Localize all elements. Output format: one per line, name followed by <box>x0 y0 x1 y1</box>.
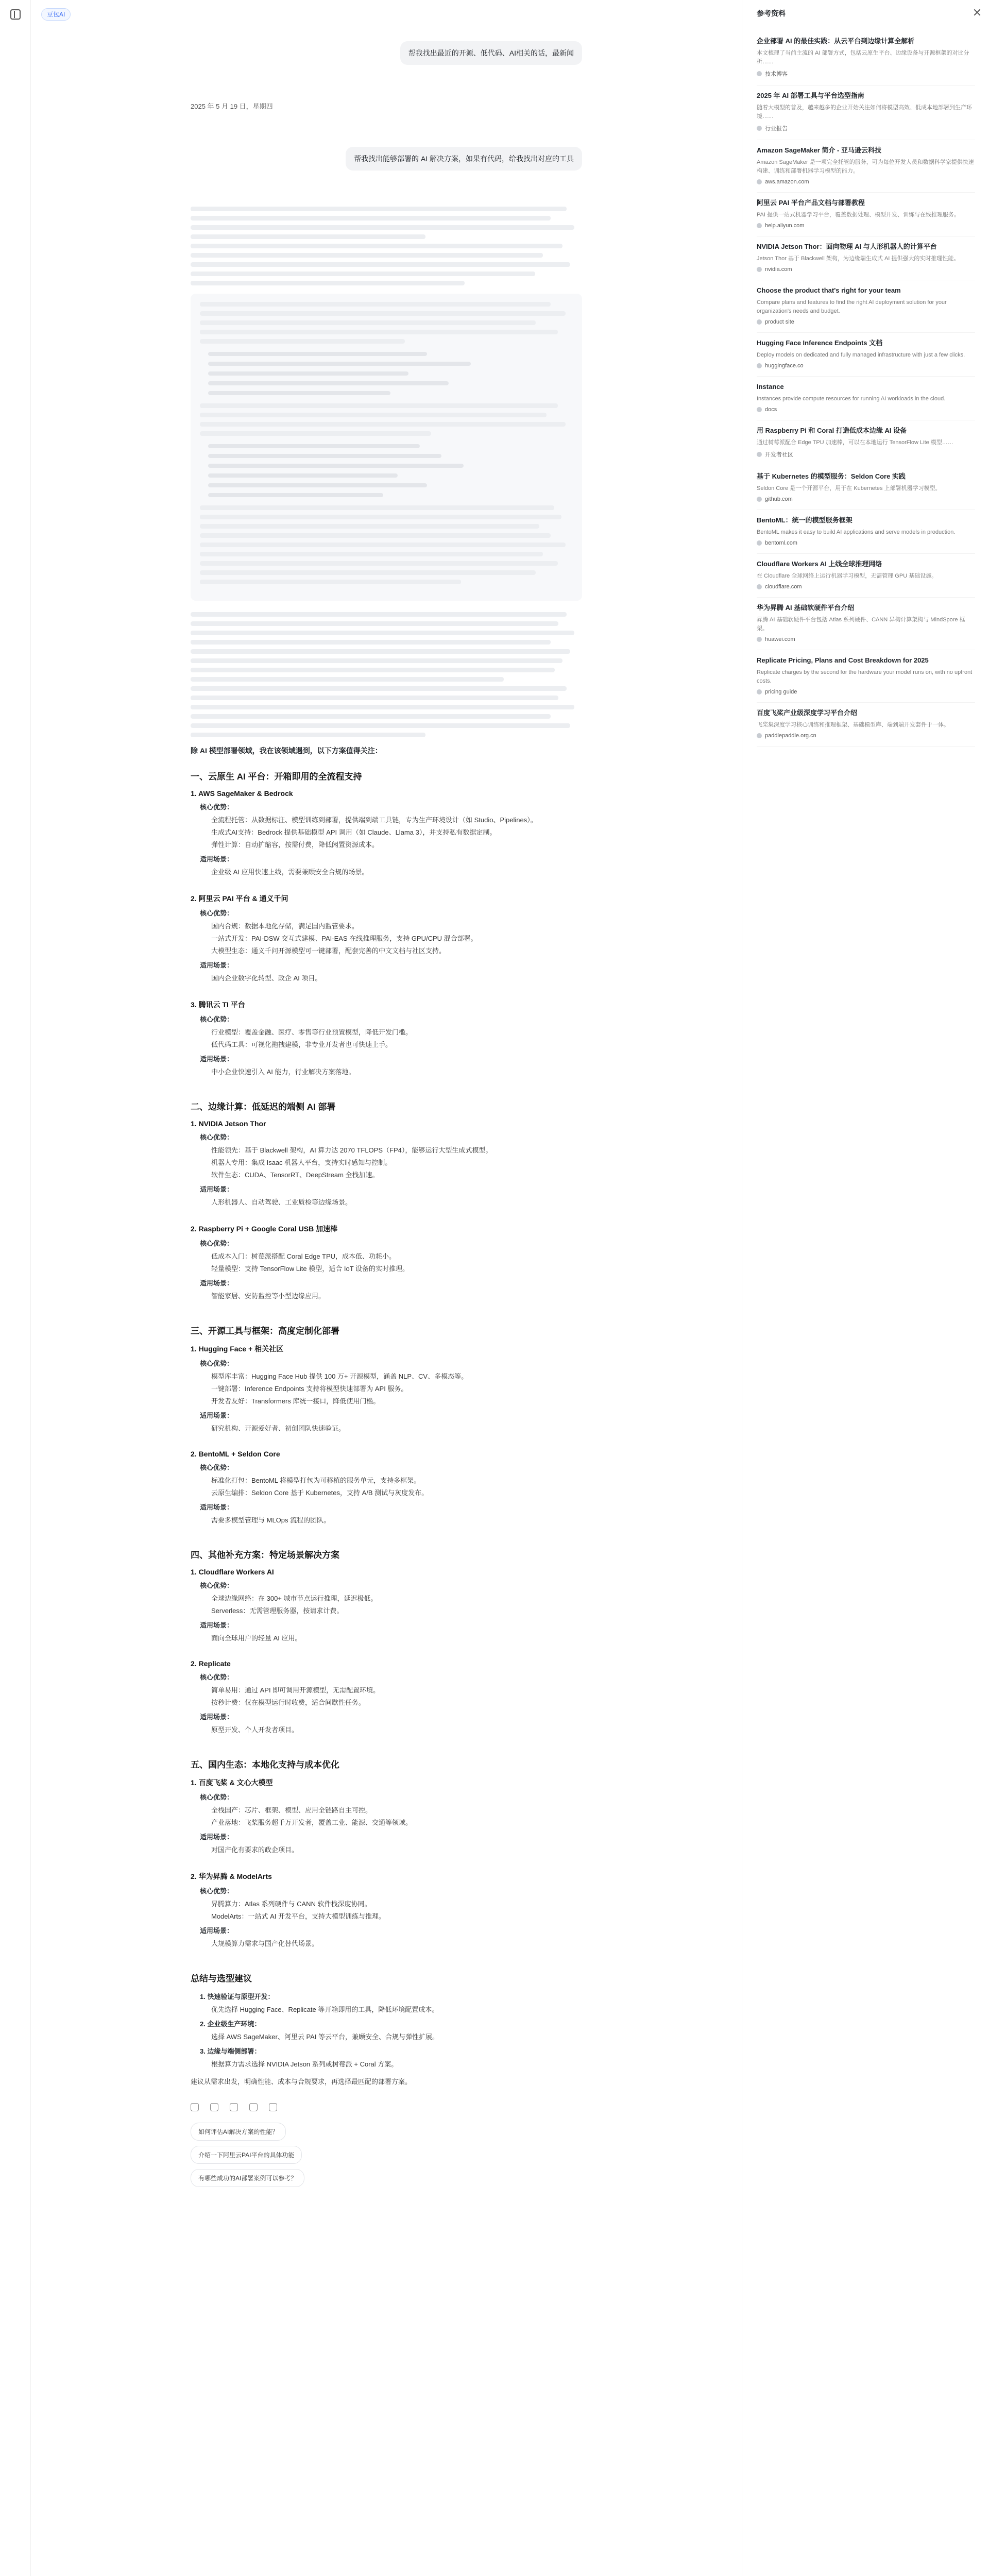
text-line <box>191 714 551 719</box>
bullet-item: 全栈国产：芯片、框架、模型、应用全链路自主可控。 <box>211 1806 372 1814</box>
source-name: pricing guide <box>765 689 797 695</box>
text-line <box>191 631 574 635</box>
bullet-item: 一站式开发：PAI-DSW 交互式建模、PAI-EAS 在线推理服务，支持 GPU/CPU 混合部署。 <box>211 935 478 942</box>
text-line <box>191 225 574 230</box>
reference-snippet: Deploy models on dedicated and fully managed infrastructure with just a few clicks. <box>757 352 965 358</box>
text-line <box>200 515 561 519</box>
spacer <box>191 1435 582 1443</box>
text-line <box>191 686 567 691</box>
spacer <box>191 1209 582 1216</box>
reference-panel <box>742 0 989 2576</box>
bullet-item: 昇腾算力：Atlas 系列硬件与 CANN 软件栈深度协同。 <box>211 1900 371 1908</box>
text-line <box>208 444 420 448</box>
advice-list <box>191 1991 582 2070</box>
reference-card[interactable] <box>757 86 975 140</box>
suggestion-chip[interactable]: 介绍一下阿里云PAI平台的具体功能 <box>191 2146 302 2164</box>
reference-card[interactable] <box>757 510 975 554</box>
source-name: 行业报告 <box>765 126 788 132</box>
reference-card[interactable] <box>757 554 975 598</box>
point-label: 适用场景： <box>200 1279 234 1287</box>
reply-lead: 除 AI 模型部署领域，我在该领域遇到，以下方案值得关注： <box>191 747 382 755</box>
reference-snippet: Jetson Thor 基于 Blackwell 架构，为边缘端生成式 AI 提供强大的实时推理性能。 <box>757 256 960 262</box>
bullet-item: 弹性计算：自动扩缩容，按需付费，降低闲置资源成本。 <box>211 841 379 849</box>
source-name: nvidia.com <box>765 266 792 273</box>
reference-card[interactable] <box>757 31 975 86</box>
reference-snippet: 本文梳理了当前主流的 AI 部署方式，包括云原生平台、边缘设备与开源框架的对比分析…… <box>757 50 969 65</box>
point-label: 适用场景： <box>200 1927 234 1935</box>
reply-sections <box>191 769 582 1958</box>
timestamp: 2025 年 5 月 19 日，星期四 <box>191 103 273 110</box>
panel-title: 参考资料 <box>757 9 786 18</box>
reference-snippet: Seldon Core 是一个开源平台，用于在 Kubernetes 上部署机器学习模型。 <box>757 485 941 492</box>
reply-intro <box>191 207 582 285</box>
advice-item: 优先选择 Hugging Face、Replicate 等开箱即用的工具，降低环境配置成本。 <box>211 2006 439 2013</box>
reference-card[interactable] <box>757 377 975 420</box>
source-favicon-icon <box>757 179 762 184</box>
advice-label: 1. 快速验证与原型开发： <box>200 1993 275 2001</box>
text-line <box>191 272 535 276</box>
reference-source <box>757 223 975 229</box>
spacer <box>191 1527 582 1534</box>
text-line <box>191 207 567 211</box>
regenerate-icon[interactable] <box>210 2103 218 2111</box>
main-area <box>31 29 742 2576</box>
text-line <box>200 431 431 436</box>
text-line <box>200 339 405 344</box>
section-title: 三、开源工具与框架：高度定制化部署 <box>191 1326 339 1336</box>
text-line <box>191 640 551 645</box>
text-line <box>191 723 570 728</box>
point-label: 适用场景： <box>200 1833 234 1841</box>
reference-snippet: Replicate charges by the second for the hardware your model runs on, with no upfront costs. <box>757 669 973 684</box>
advice-label: 2. 企业级生产环境： <box>200 2020 261 2028</box>
text-line <box>208 454 441 458</box>
reference-title[interactable]: 百度飞桨产业级深度学习平台介绍 <box>757 709 858 717</box>
text-line <box>208 381 449 385</box>
user-message: 帮我找出最近的开源、低代码、AI相关的话，最新闻 <box>400 41 582 65</box>
source-favicon-icon <box>757 267 762 272</box>
text-line <box>208 473 398 478</box>
source-favicon-icon <box>757 497 762 502</box>
source-name: huawei.com <box>765 636 795 642</box>
spacer <box>191 985 582 992</box>
reference-snippet: Compare plans and features to find the right AI deployment solution for your organization's needs and budget. <box>757 299 947 314</box>
point-label: 适用场景： <box>200 1055 234 1063</box>
subsection-title: 3. 腾讯云 TI 平台 <box>191 1001 245 1009</box>
bullet-item: 智能家居、安防监控等小型边缘应用。 <box>211 1292 326 1300</box>
reference-title[interactable]: BentoML：统一的模型服务框架 <box>757 516 852 524</box>
reference-title[interactable]: NVIDIA Jetson Thor：面向物理 AI 与人形机器人的计算平台 <box>757 243 937 250</box>
reference-snippet: 昇腾 AI 基础软硬件平台包括 Atlas 系列硬件、CANN 异构计算架构与 MindSpore 框架。 <box>757 617 965 632</box>
source-favicon-icon <box>757 223 762 228</box>
spacer <box>191 1645 582 1652</box>
copy-icon[interactable] <box>191 2103 199 2111</box>
bullet-item: 软件生态：CUDA、TensorRT、DeepStream 全栈加速。 <box>211 1171 379 1179</box>
text-line <box>200 403 558 408</box>
bullet-item: 国内合规：数据本地化存储，满足国内监管要求。 <box>211 922 359 930</box>
source-name: docs <box>765 406 777 413</box>
point-label: 适用场景： <box>200 1185 234 1193</box>
source-favicon-icon <box>757 637 762 642</box>
text-line <box>191 705 574 709</box>
reference-source <box>757 496 975 502</box>
reference-snippet: 在 Cloudflare 全球网络上运行机器学习模型，无需管理 GPU 基础设施。 <box>757 573 937 579</box>
reference-card[interactable] <box>757 466 975 510</box>
spacer <box>191 1951 582 1958</box>
reference-snippet: 随着大模型的普及，越来越多的企业开始关注如何将模型高效、低成本地部署到生产环境…… <box>757 105 972 120</box>
subsection-title: 1. Cloudflare Workers AI <box>191 1568 274 1576</box>
spacer <box>191 1737 582 1744</box>
closing-text: 建议从需求出发，明确性能、成本与合规要求，再选择最匹配的部署方案。 <box>191 2078 412 2086</box>
text-line <box>208 352 427 356</box>
reference-card[interactable] <box>757 236 975 280</box>
spacer <box>191 1303 582 1310</box>
bullet-item: 行业模型：覆盖金融、医疗、零售等行业预置模型，降低开发门槛。 <box>211 1028 413 1036</box>
suggestion-chip[interactable]: 有哪些成功的AI部署案例可以参考？ <box>191 2169 304 2187</box>
text-line <box>200 505 554 510</box>
thinking-text <box>200 505 573 584</box>
left-rail <box>0 0 31 2576</box>
bullet-item: 对国产化有要求的政企项目。 <box>211 1846 299 1854</box>
thinking-list <box>208 352 573 395</box>
reference-source <box>757 70 975 78</box>
source-favicon-icon <box>757 540 762 546</box>
bullet-item: 原型开发、个人开发者项目。 <box>211 1726 299 1734</box>
text-line <box>191 244 562 248</box>
bullet-item: 开发者友好：Transformers 库统一接口，降低使用门槛。 <box>211 1397 380 1405</box>
bullet-item: 人形机器人、自动驾驶、工业质检等边缘场景。 <box>211 1198 352 1206</box>
source-favicon-icon <box>757 126 762 131</box>
reference-title[interactable]: Cloudflare Workers AI 上线全球推理网络 <box>757 560 882 568</box>
reference-card[interactable] <box>757 650 975 703</box>
section-title: 四、其他补充方案：特定场景解决方案 <box>191 1550 339 1560</box>
subsection-title: 2. Raspberry Pi + Google Coral USB 加速棒 <box>191 1225 338 1233</box>
reference-title[interactable]: Hugging Face Inference Endpoints 文档 <box>757 339 883 347</box>
spacer <box>191 1079 582 1086</box>
point-label: 核心优势： <box>200 1673 234 1681</box>
subsection-title: 1. 百度飞桨 & 文心大模型 <box>191 1778 273 1787</box>
source-favicon-icon <box>757 319 762 325</box>
point-label: 适用场景： <box>200 1503 234 1511</box>
reference-source <box>757 636 975 642</box>
share-icon[interactable] <box>269 2103 277 2111</box>
source-favicon-icon <box>757 71 762 76</box>
thinking-text <box>200 302 573 344</box>
text-line <box>208 483 427 487</box>
source-name: product site <box>765 319 794 325</box>
point-label: 核心优势： <box>200 1360 234 1367</box>
reference-card[interactable] <box>757 140 975 193</box>
bullet-item: 生成式AI支持：Bedrock 提供基础模型 API 调用（如 Claude、Llama 3），并支持私有数据定制。 <box>211 828 497 836</box>
spacer <box>191 1857 582 1864</box>
advice-label: 3. 边缘与端侧部署： <box>200 2047 261 2055</box>
subsection-title: 2. Replicate <box>191 1659 231 1668</box>
reference-snippet: BentoML makes it easy to build AI applications and serve models in production. <box>757 529 956 535</box>
text-line <box>191 234 425 239</box>
source-name: cloudflare.com <box>765 584 802 590</box>
point-label: 适用场景： <box>200 961 234 969</box>
text-line <box>200 561 558 566</box>
text-line <box>191 677 504 682</box>
text-line <box>200 570 536 575</box>
brand-badge[interactable]: 豆包AI <box>41 8 71 21</box>
sidebar-toggle-icon[interactable] <box>10 9 21 20</box>
subsection-title: 1. Hugging Face + 相关社区 <box>191 1345 284 1353</box>
reference-source <box>757 363 975 369</box>
assistant-reply <box>191 207 582 2187</box>
reference-card[interactable] <box>757 280 975 333</box>
reference-title[interactable]: 企业部署 AI 的最佳实践：从云平台到边缘计算全解析 <box>757 37 915 45</box>
bullet-item: 产业落地：飞桨服务超千万开发者，覆盖工业、能源、交通等领域。 <box>211 1819 413 1826</box>
bullet-item: 模型库丰富：Hugging Face Hub 提供 100 万+ 开源模型，涵盖 NLP、CV、多模态等。 <box>211 1372 468 1380</box>
text-line <box>191 658 562 663</box>
point-label: 核心优势： <box>200 909 234 917</box>
point-label: 核心优势： <box>200 1240 234 1247</box>
advice-item: 根据算力需求选择 NVIDIA Jetson 系列或树莓派 + Coral 方案。 <box>211 2060 398 2068</box>
bullet-item: 研究机构、开源爱好者、初创团队快速验证。 <box>211 1425 346 1432</box>
text-line <box>200 413 547 417</box>
bullet-item: 简单易用：通过 API 即可调用开源模型，无需配置环境。 <box>211 1686 380 1694</box>
point-label: 适用场景： <box>200 1621 234 1629</box>
reference-source <box>757 689 975 695</box>
bullet-item: 企业级 AI 应用快速上线，需要兼顾安全合规的场景。 <box>211 868 369 876</box>
reference-snippet: 通过树莓派配合 Edge TPU 加速棒，可以在本地运行 TensorFlow Lite 模型…… <box>757 439 953 446</box>
reply-text <box>191 612 582 737</box>
point-label: 适用场景： <box>200 1412 234 1419</box>
source-favicon-icon <box>757 407 762 412</box>
reference-source <box>757 733 975 739</box>
subsection-title: 2. 华为昇腾 & ModelArts <box>191 1872 272 1880</box>
bullet-item: ModelArts：一站式 AI 开发平台，支持大模型训练与推理。 <box>211 1912 386 1920</box>
bullet-item: 低代码工具：可视化拖拽建模，非专业开发者也可快速上手。 <box>211 1041 393 1048</box>
bullet-item: 标准化打包：BentoML 将模型打包为可移植的服务单元，支持多框架。 <box>211 1477 421 1484</box>
close-icon[interactable] <box>973 8 981 16</box>
source-favicon-icon <box>757 584 762 589</box>
text-line <box>208 391 390 395</box>
text-line <box>200 330 558 334</box>
text-line <box>191 668 555 672</box>
reference-title[interactable]: 华为昇腾 AI 基础软硬件平台介绍 <box>757 604 855 612</box>
user-message: 帮我找出能够部署的 AI 解决方案，如果有代码，给我找出对应的工具 <box>346 147 582 171</box>
text-line <box>191 281 465 285</box>
reference-title[interactable]: Instance <box>757 383 784 391</box>
spacer <box>191 879 582 886</box>
source-favicon-icon <box>757 363 762 368</box>
text-line <box>191 612 567 617</box>
bullet-item: 全球边缘网络：在 300+ 城市节点运行推理，延迟极低。 <box>211 1595 378 1602</box>
source-name: paddlepaddle.org.cn <box>765 733 816 739</box>
thinking-box <box>191 294 582 601</box>
section-title: 五、国内生态：本地化支持与成本优化 <box>191 1760 339 1770</box>
source-name: github.com <box>765 496 793 502</box>
text-line <box>200 552 543 556</box>
source-favicon-icon <box>757 452 762 457</box>
reference-snippet: PAI 提供一站式机器学习平台，覆盖数据处理、模型开发、训练与在线推理服务。 <box>757 212 960 218</box>
top-bar <box>31 0 742 29</box>
bullet-item: 大模型生态：通义千问开源模型可一键部署，配套完善的中文文档与社区支持。 <box>211 947 446 955</box>
reference-card[interactable] <box>757 193 975 236</box>
text-line <box>200 580 461 584</box>
reference-title[interactable]: 用 Raspberry Pi 和 Coral 打造低成本边缘 AI 设备 <box>757 427 907 434</box>
text-line <box>191 216 551 221</box>
point-label: 核心优势： <box>200 1133 234 1141</box>
bullet-item: Serverless：无需管理服务器，按请求计费。 <box>211 1607 344 1615</box>
bullet-item: 中小企业快速引入 AI 能力，行业解决方案落地。 <box>211 1068 355 1076</box>
reference-title[interactable]: Replicate Pricing, Plans and Cost Breakdown for 2025 <box>757 656 929 664</box>
text-line <box>191 262 570 267</box>
reference-title[interactable]: 阿里云 PAI 平台产品文档与部署教程 <box>757 199 865 207</box>
bullet-item: 机器人专用：集成 Isaac 机器人平台，支持实时感知与控制。 <box>211 1159 392 1166</box>
message-actions <box>191 2103 582 2111</box>
reference-source <box>757 266 975 273</box>
reference-source <box>757 584 975 590</box>
text-line <box>200 302 551 307</box>
subsection-title: 2. 阿里云 PAI 平台 & 通义千问 <box>191 894 288 903</box>
thumbs-down-icon[interactable] <box>249 2103 258 2111</box>
point-label: 核心优势： <box>200 1793 234 1801</box>
reference-snippet: 飞桨集深度学习核心训练和推理框架、基础模型库、端到端开发套件于一体。 <box>757 722 949 728</box>
point-label: 核心优势： <box>200 1015 234 1023</box>
reference-snippet: Amazon SageMaker 是一项完全托管的服务，可为每位开发人员和数据科学家提供快速构建、训练和部署机器学习模型的能力。 <box>757 159 974 174</box>
section-title: 一、云原生 AI 平台：开箱即用的全流程支持 <box>191 772 362 782</box>
section-title: 二、边缘计算：低延迟的端侧 AI 部署 <box>191 1102 336 1112</box>
text-line <box>191 621 558 626</box>
text-line <box>200 524 539 529</box>
text-line <box>191 649 570 654</box>
text-line <box>191 733 425 737</box>
reference-source <box>757 319 975 325</box>
subsection-title: 2. BentoML + Seldon Core <box>191 1450 280 1458</box>
source-favicon-icon <box>757 689 762 694</box>
reference-snippet: Instances provide compute resources for running AI workloads in the cloud. <box>757 396 946 402</box>
text-line <box>208 362 471 366</box>
text-line <box>200 311 566 316</box>
reference-title[interactable]: 2025 年 AI 部署工具与平台选型指南 <box>757 92 864 99</box>
point-label: 核心优势： <box>200 1887 234 1895</box>
suggestions <box>191 2123 582 2187</box>
reference-title[interactable]: Choose the product that's right for your team <box>757 286 901 294</box>
advice-title: 总结与选型建议 <box>191 1974 252 1984</box>
text-line <box>191 696 558 700</box>
point-label: 适用场景： <box>200 855 234 863</box>
bullet-item: 一键部署：Inference Endpoints 支持将模型快速部署为 API 服务。 <box>211 1385 408 1393</box>
text-line <box>191 253 543 258</box>
bullet-item: 面向全球用户的轻量 AI 应用。 <box>211 1634 302 1642</box>
reference-source <box>757 179 975 185</box>
chat-thread <box>191 29 582 2192</box>
source-name: help.aliyun.com <box>765 223 805 229</box>
point-label: 核心优势： <box>200 803 234 811</box>
reference-source <box>757 406 975 413</box>
text-line <box>208 371 408 376</box>
advice-item: 选择 AWS SageMaker、阿里云 PAI 等云平台，兼顾安全、合规与弹性扩展。 <box>211 2033 439 2041</box>
point-label: 核心优势： <box>200 1582 234 1589</box>
thinking-list <box>208 444 573 497</box>
text-line <box>200 320 536 325</box>
subsection-title: 1. AWS SageMaker & Bedrock <box>191 789 293 798</box>
thumbs-up-icon[interactable] <box>230 2103 238 2111</box>
bullet-item: 按秒计费：仅在模型运行时收费，适合间歇性任务。 <box>211 1699 366 1706</box>
reference-source <box>757 450 975 459</box>
text-line <box>208 493 383 497</box>
text-line <box>208 464 464 468</box>
source-name: bentoml.com <box>765 540 797 546</box>
bullet-item: 云原生编排：Seldon Core 基于 Kubernetes，支持 A/B 测试与灰度发布。 <box>211 1489 429 1497</box>
bullet-item: 全流程托管：从数据标注、模型训练到部署，提供端到端工具链，专为生产环境设计（如 Studio、Pipelines）。 <box>211 816 537 824</box>
point-label: 核心优势： <box>200 1464 234 1471</box>
text-line <box>200 543 566 547</box>
reference-list <box>757 31 975 747</box>
bullet-item: 需要多模型管理与 MLOps 流程的团队。 <box>211 1516 331 1524</box>
reference-source <box>757 540 975 546</box>
point-label: 适用场景： <box>200 1713 234 1721</box>
reference-title[interactable]: Amazon SageMaker 简介 - 亚马逊云科技 <box>757 146 881 154</box>
reference-card[interactable] <box>757 598 975 650</box>
source-name: 开发者社区 <box>765 452 793 458</box>
subsection-title: 1. NVIDIA Jetson Thor <box>191 1120 266 1128</box>
suggestion-chip[interactable]: 如何评估AI解决方案的性能？ <box>191 2123 286 2141</box>
reference-card[interactable] <box>757 420 975 466</box>
source-name: 技术博客 <box>765 71 788 77</box>
reference-source <box>757 124 975 132</box>
bullet-item: 低成本入门：树莓派搭配 Coral Edge TPU，成本低、功耗小。 <box>211 1252 396 1260</box>
bullet-item: 国内企业数字化转型、政企 AI 项目。 <box>211 974 322 982</box>
source-favicon-icon <box>757 733 762 738</box>
reference-card[interactable] <box>757 333 975 377</box>
text-line <box>200 422 566 427</box>
thinking-text <box>200 403 573 436</box>
reference-title[interactable]: 基于 Kubernetes 的模型服务：Seldon Core 实践 <box>757 472 906 480</box>
bullet-item: 性能领先：基于 Blackwell 架构，AI 算力达 2070 TFLOPS（FP4），能够运行大型生成式模型。 <box>211 1146 492 1154</box>
bullet-item: 大规模算力需求与国产化替代场景。 <box>211 1940 319 1947</box>
bullet-item: 轻量模型：支持 TensorFlow Lite 模型，适合 IoT 设备的实时推理。 <box>211 1265 410 1273</box>
source-name: aws.amazon.com <box>765 179 809 185</box>
reference-card[interactable] <box>757 703 975 747</box>
text-line <box>200 533 551 538</box>
source-name: huggingface.co <box>765 363 804 369</box>
